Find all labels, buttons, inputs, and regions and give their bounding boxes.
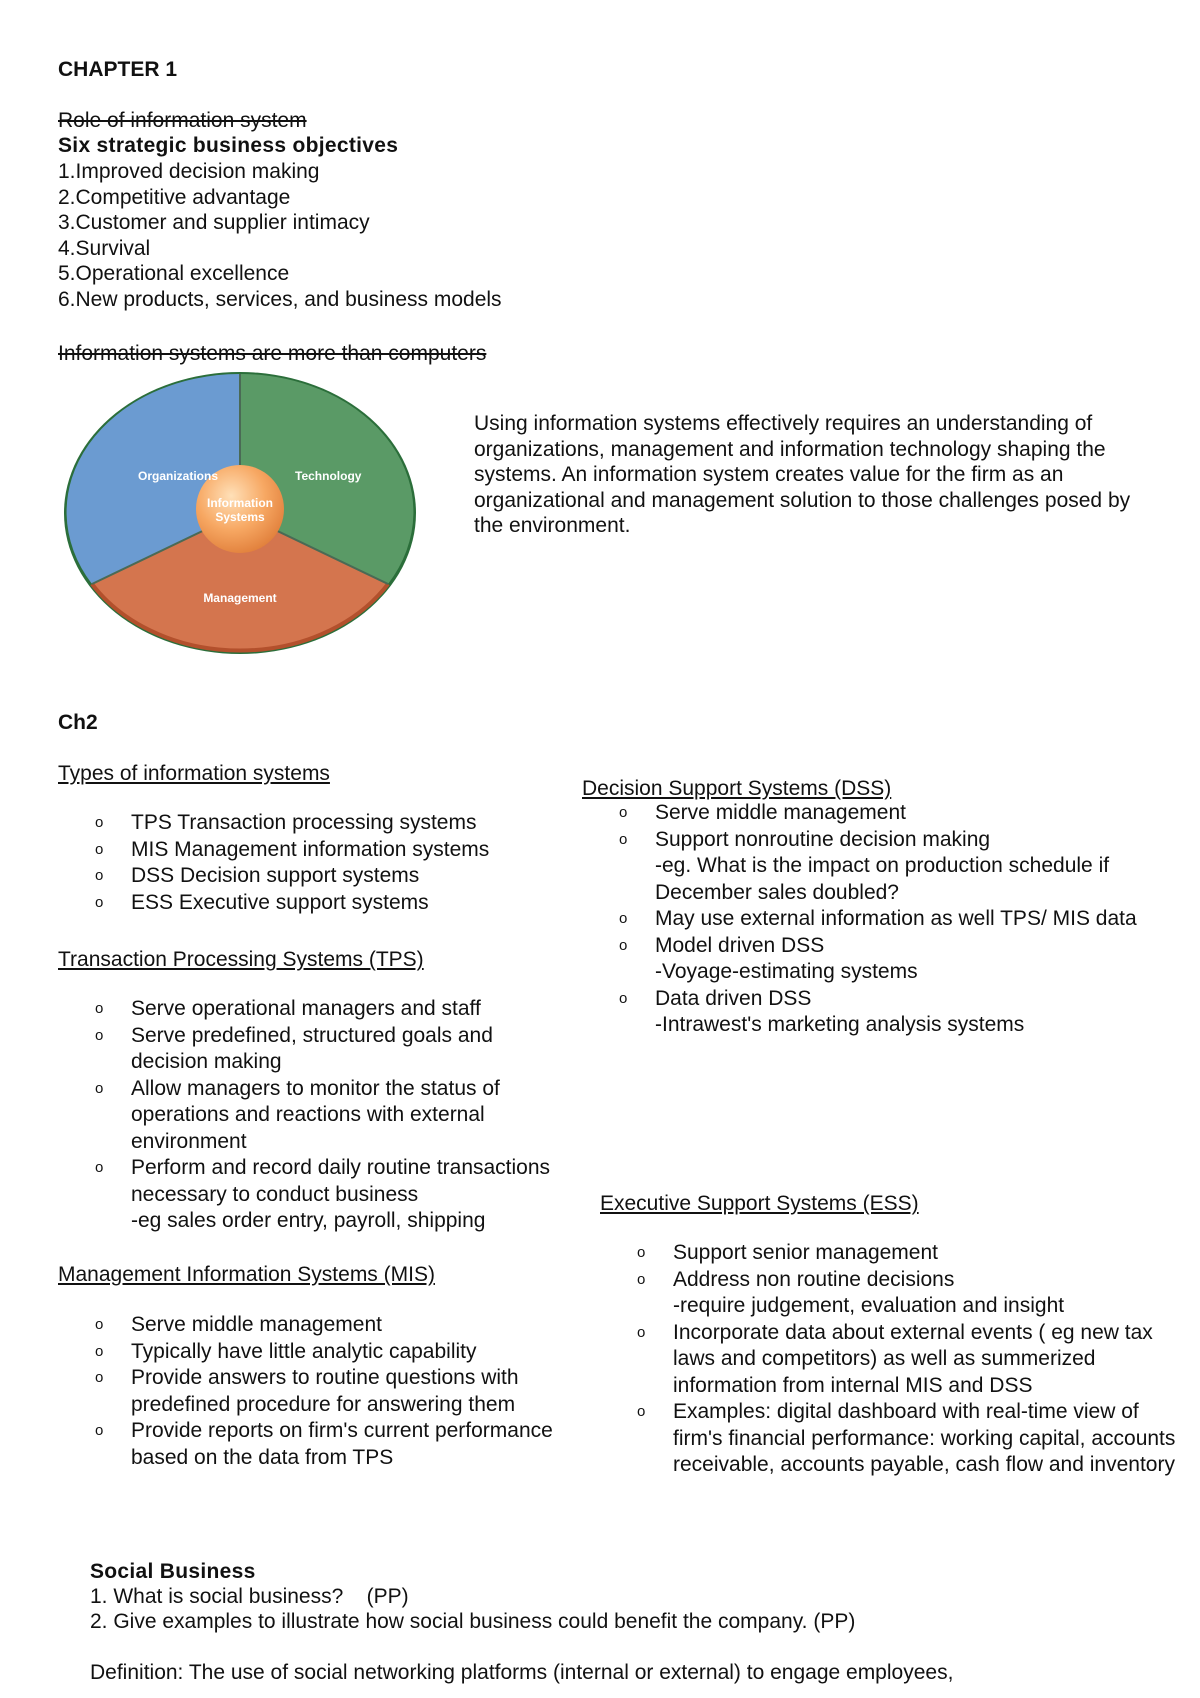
bullet-icon: o — [95, 893, 104, 911]
list-item: o Serve middle management — [582, 800, 1142, 827]
list-item: o Typically have little analytic capability — [58, 1339, 568, 1366]
list-item: o TPS Transaction processing systems — [58, 810, 558, 837]
list-item: o ESS Executive support systems — [58, 890, 558, 917]
list-item: o Examples: digital dashboard with real-time view of firm's financial performance: working capital, accounts receivable, accounts payable, cash flow and inventory — [637, 1400, 1176, 1476]
mis-heading: Management Information Systems (MIS) — [58, 1263, 435, 1286]
mis-list — [58, 1312, 568, 1471]
list-item: o Perform and record daily routine transactions necessary to conduct business -eg sales order entry, payroll, shipping — [95, 1156, 551, 1232]
technology-label: Technology — [295, 469, 362, 483]
chapter1-paragraph: Using information systems effectively requires an understanding of organizations, management and information technology shaping the systems. An information system creates value for the firm as an organizational and management solution to those challenges posed by the environment. — [474, 412, 1131, 538]
objectives-list — [58, 159, 502, 312]
center-label-line1: Information — [207, 496, 273, 510]
list-item: o Allow managers to monitor the status of operations and reactions with external environment — [95, 1076, 500, 1153]
bullet-icon: o — [637, 1323, 646, 1341]
ess-heading: Executive Support Systems (ESS) — [600, 1192, 919, 1215]
bullet-icon: o — [95, 1159, 104, 1176]
bullet-icon: o — [619, 830, 628, 848]
social-definition: Definition: The use of social networking platforms (internal or external) to engage employees, — [90, 1661, 954, 1684]
bullet-icon: o — [95, 1026, 104, 1044]
social-question-1: 1. What is social business? (PP) — [90, 1585, 409, 1608]
list-item: o Serve middle management — [58, 1312, 568, 1339]
bullet-icon: o — [95, 1079, 104, 1097]
bullet-icon: o — [637, 1403, 646, 1420]
list-item: o Serve predefined, structured goals and decision making — [95, 1023, 493, 1073]
list-item: o Provide answers to routine questions with predefined procedure for answering them — [95, 1366, 519, 1416]
tps-heading: Transaction Processing Systems (TPS) — [58, 948, 424, 971]
bullet-icon: o — [619, 989, 628, 1007]
bullet-icon: o — [95, 1342, 104, 1360]
bullet-icon: o — [619, 936, 628, 954]
chapter-title: CHAPTER 1 — [58, 58, 178, 81]
list-item: o MIS Management information systems — [58, 837, 558, 864]
bullet-icon: o — [619, 910, 628, 927]
ess-list — [600, 1240, 1180, 1479]
list-item: o Support senior management — [600, 1240, 1180, 1267]
bullet-icon: o — [637, 1244, 646, 1261]
organizations-label: Organizations — [138, 469, 219, 483]
bullet-icon: o — [95, 1369, 104, 1386]
strike-heading-2: Information systems are more than computers — [58, 342, 487, 365]
dss-list — [582, 800, 1142, 1039]
objectives-heading: Six strategic business objectives — [58, 134, 399, 157]
objective-item: 2.Competitive advantage — [58, 185, 291, 209]
bullet-icon: o — [95, 1316, 104, 1333]
list-item: o Address non routine decisions -require judgement, evaluation and insight — [637, 1267, 1065, 1317]
strike-heading: Role of information system — [58, 109, 307, 132]
list-item: o Support nonroutine decision making -eg. What is the impact on production schedule if December sales doubled? — [619, 827, 1110, 904]
objective-item: 6.New products, services, and business models — [58, 287, 502, 311]
bullet-icon: o — [95, 867, 104, 884]
bullet-icon: o — [95, 1422, 104, 1439]
objective-item: 4.Survival — [58, 236, 151, 260]
list-item: o Incorporate data about external events ( eg new tax laws and competitors) as well as summerized information from internal MIS and DSS — [637, 1320, 1153, 1397]
social-heading: Social Business — [90, 1560, 256, 1583]
list-item: o Provide reports on firm's current performance based on the data from TPS — [95, 1419, 553, 1469]
bullet-icon: o — [95, 814, 104, 831]
types-list — [58, 810, 558, 916]
objective-item: 5.Operational excellence — [58, 262, 290, 285]
list-item: o Model driven DSS -Voyage-estimating systems — [619, 933, 918, 983]
objective-item: 3.Customer and supplier intimacy — [58, 211, 370, 234]
objective-item: 1.Improved decision making — [58, 160, 320, 183]
bullet-icon: o — [637, 1270, 646, 1288]
list-item: o Serve operational managers and staff — [58, 996, 568, 1023]
list-item: o May use external information as well TPS/ MIS data — [582, 906, 1142, 933]
list-item: o DSS Decision support systems — [58, 863, 558, 890]
list-item: o Data driven DSS -Intrawest's marketing analysis systems — [619, 986, 1025, 1036]
tps-list — [58, 996, 568, 1235]
center-label-line2: Systems — [215, 510, 265, 524]
social-question-2: 2. Give examples to illustrate how social business could benefit the company. (PP) — [90, 1610, 856, 1633]
management-label: Management — [203, 591, 277, 605]
bullet-icon: o — [619, 804, 628, 821]
ch2-title: Ch2 — [58, 711, 98, 734]
dss-clip — [582, 800, 1142, 1054]
bullet-icon: o — [95, 1000, 104, 1017]
dss-heading: Decision Support Systems (DSS) — [582, 777, 892, 800]
types-heading: Types of information systems — [58, 762, 330, 785]
bullet-icon: o — [95, 840, 104, 858]
information-systems-diagram — [55, 366, 425, 660]
